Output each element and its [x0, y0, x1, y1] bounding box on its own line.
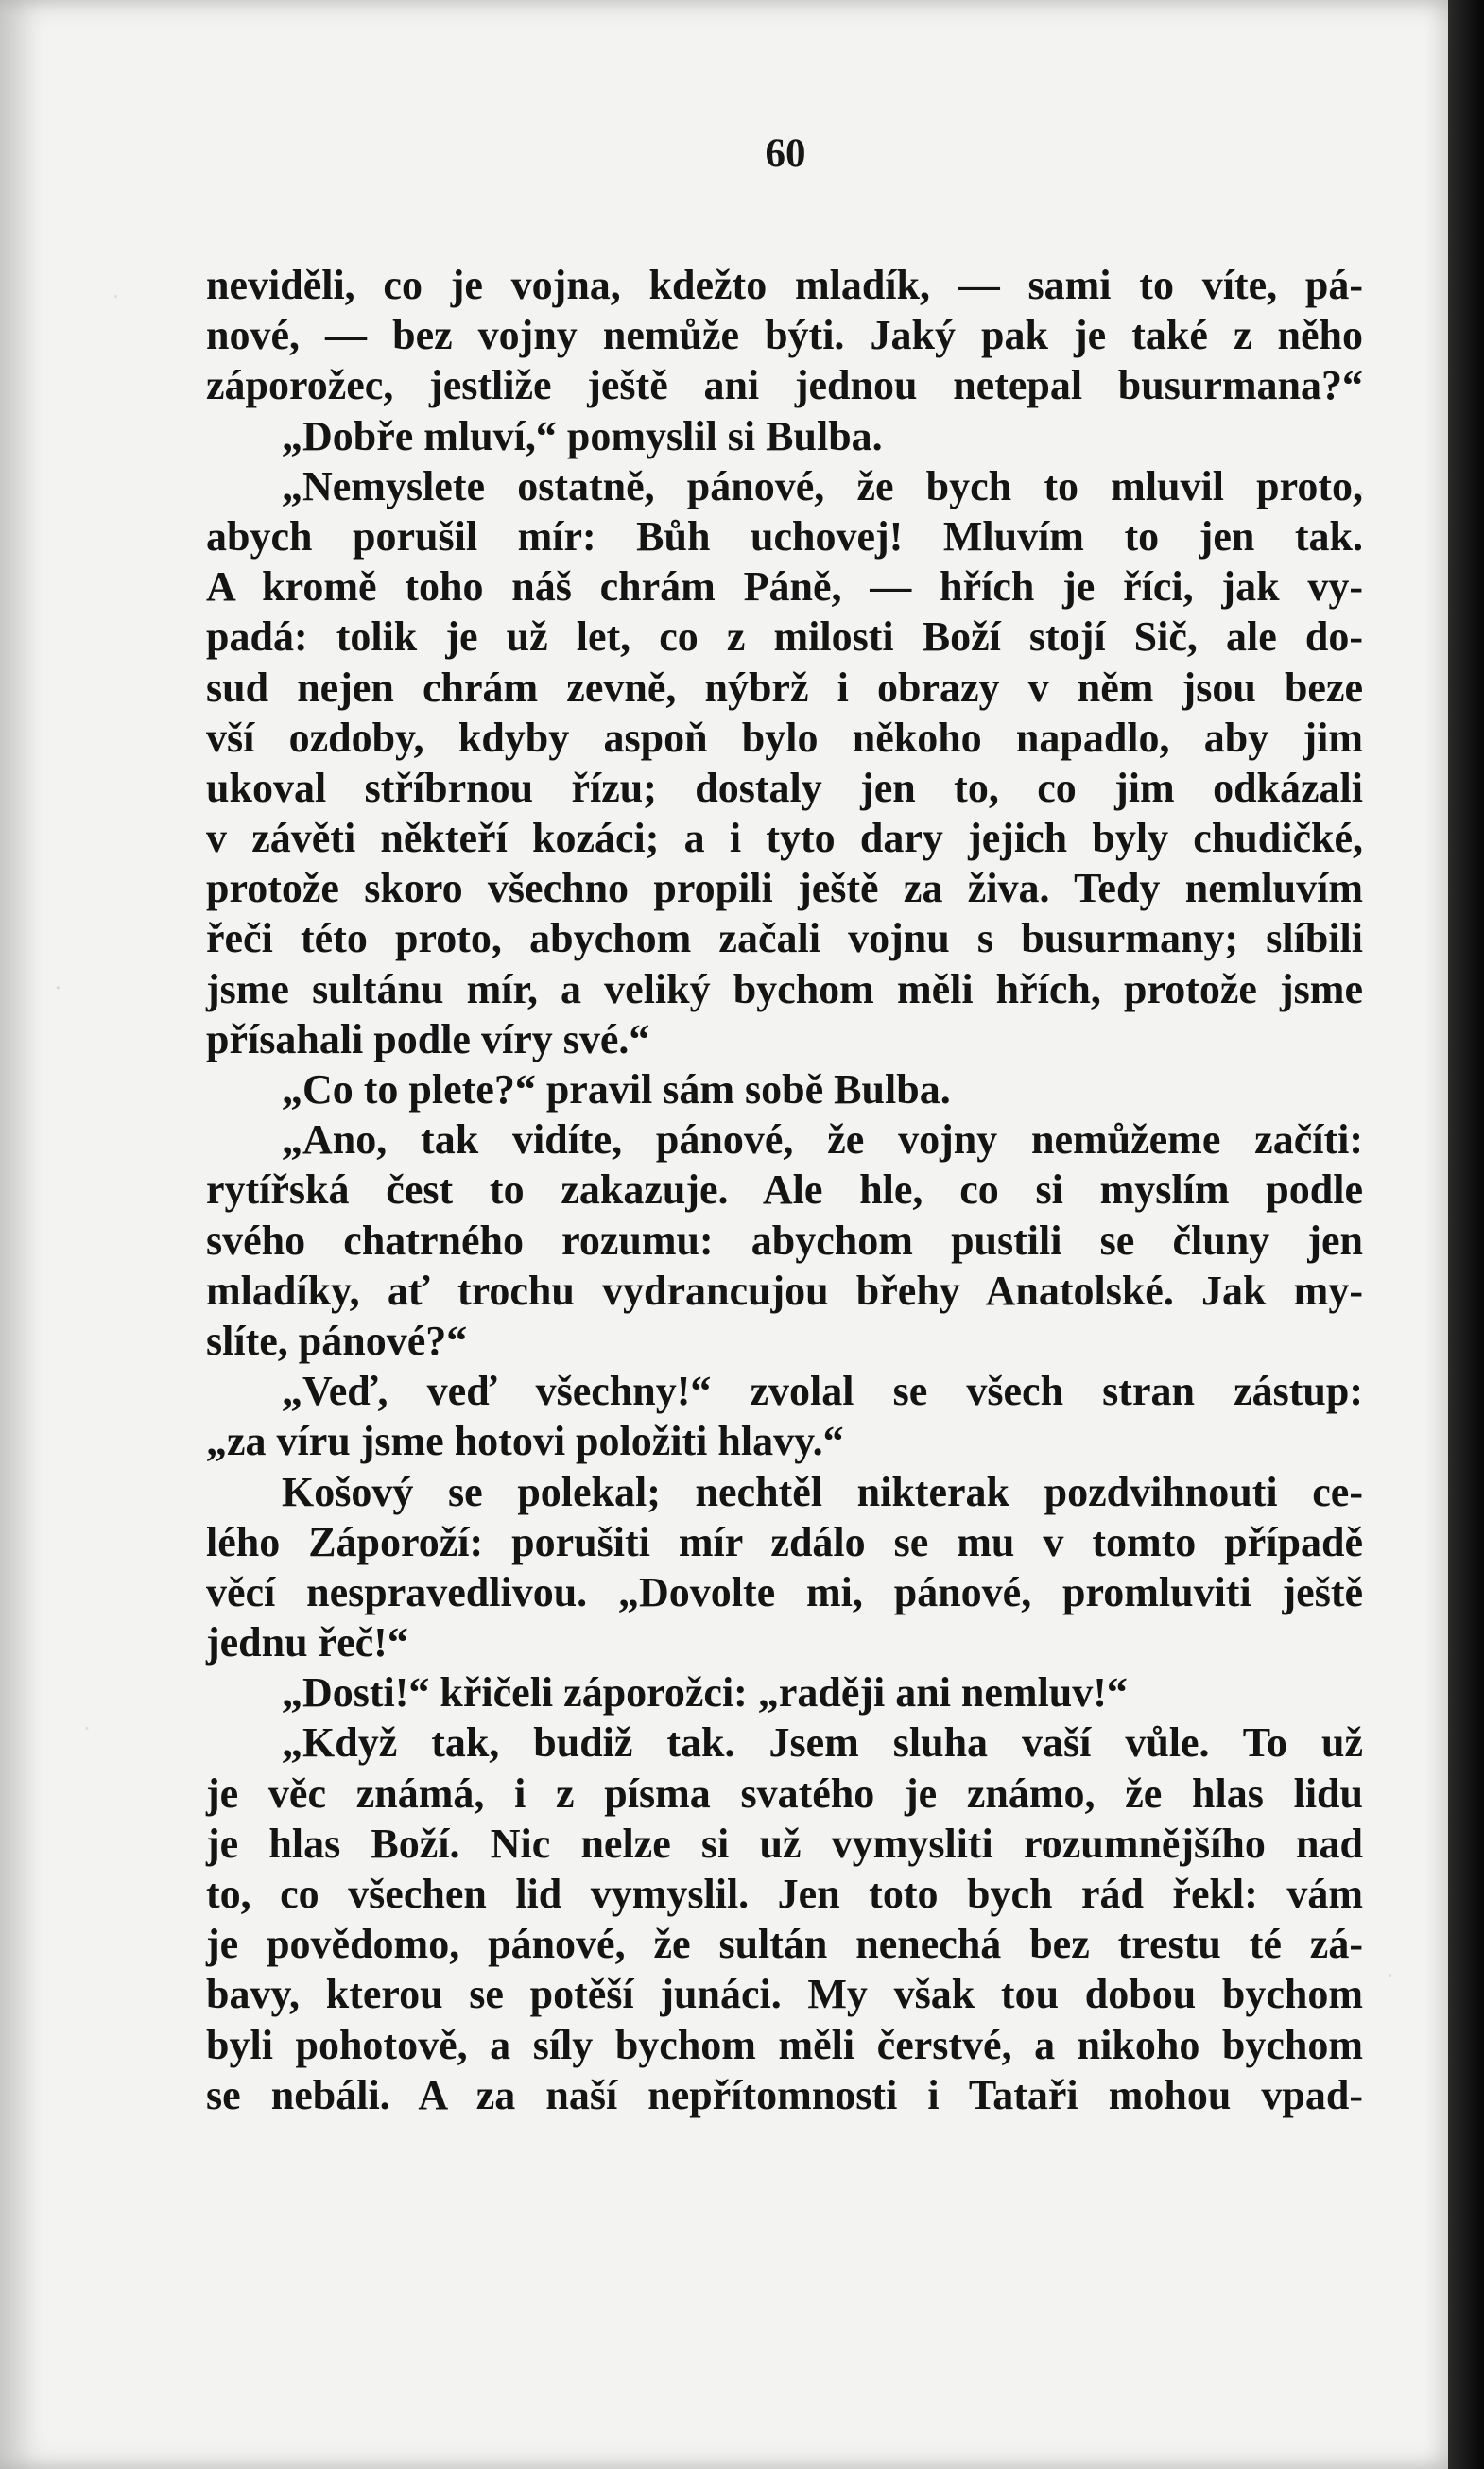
- text-line: A kromě toho náš chrám Páně, — hřích je říci, jak vy-: [206, 563, 1363, 611]
- text-line: rytířská čest to zakazuje. Ale hle, co si myslím podle: [206, 1166, 1363, 1214]
- text-line: abych porušil mír: Bůh uchovej! Mluvím to jen tak.: [206, 512, 1363, 560]
- text-line: „Nemyslete ostatně, pánové, že bych to mluvil proto,: [282, 462, 1363, 509]
- text-line: je věc známá, i z písma svatého je známo, že hlas lidu: [206, 1770, 1363, 1817]
- text-line: se nebáli. A za naší nepřítomnosti i Tataři mohou vpad-: [206, 2071, 1363, 2118]
- text-line: svého chatrného rozumu: abychom pustili se čluny jen: [206, 1217, 1363, 1264]
- text-line: jsme sultánu mír, a veliký bychom měli hřích, protože jsme: [206, 965, 1363, 1012]
- page-number: 60: [765, 131, 806, 176]
- text-line: to, co všechen lid vymyslil. Jen toto bych rád řekl: vám: [206, 1871, 1363, 1917]
- text-line: nové, — bez vojny nemůže býti. Jaký pak je také z něho: [206, 312, 1363, 359]
- text-line: Košový se polekal; nechtěl nikterak pozdvihnouti ce-: [282, 1468, 1363, 1515]
- text-line: protože skoro všechno propili ještě za živa. Tedy nemluvím: [206, 865, 1363, 912]
- text-line: „Veď, veď všechny!“ zvolal se všech stran zástup:: [282, 1368, 1363, 1415]
- text-line: přísahali podle víry své.“: [206, 1015, 650, 1062]
- text-line: „Ano, tak vidíte, pánové, že vojny nemůžeme začíti:: [282, 1116, 1363, 1164]
- text-line: „za víru jsme hotovi položiti hlavy.“: [206, 1418, 844, 1465]
- text-line: neviděli, co je vojna, kdežto mladík, — sami to víte, pá-: [206, 262, 1363, 308]
- text-line: bavy, kterou se potěší junáci. My však tou dobou bychom: [206, 1971, 1363, 2018]
- text-line: ukoval stříbrnou řízu; dostaly jen to, co jim odkázali: [206, 764, 1363, 811]
- text-line: lého Záporoží: porušiti mír zdálo se mu v tomto případě: [206, 1518, 1363, 1565]
- text-line: slíte, pánové?“: [206, 1317, 468, 1364]
- text-line: je hlas Boží. Nic nelze si už vymysliti rozumnějšího nad: [206, 1820, 1363, 1867]
- text-line: je povědomo, pánové, že sultán nenechá bez trestu té zá-: [206, 1921, 1363, 1968]
- page-edge-shadow: [1448, 0, 1484, 2469]
- text-line: „Dosti!“ křičeli záporožci: „raději ani nemluv!“: [282, 1669, 1128, 1717]
- text-line: padá: tolik je už let, co z milosti Boží stojí Sič, ale do-: [206, 613, 1363, 661]
- text-line: záporožec, jestliže ještě ani jednou netepal busurmana?“: [206, 362, 1363, 409]
- text-line: „Dobře mluví,“ pomyslil si Bulba.: [282, 412, 883, 459]
- text-line: byli pohotově, a síly bychom měli čerstvé, a nikoho bychom: [206, 2021, 1363, 2068]
- text-line: věcí nespravedlivou. „Dovolte mi, pánové, promluviti ještě: [206, 1568, 1363, 1615]
- text-line: jednu řeč!“: [206, 1619, 408, 1666]
- text-line: v závěti někteří kozáci; a i tyto dary jejich byly chudičké,: [206, 815, 1363, 862]
- text-line: sud nejen chrám zevně, nýbrž i obrazy v něm jsou beze: [206, 664, 1363, 711]
- text-line: vší ozdoby, kdyby aspoň bylo někoho napadlo, aby jim: [206, 714, 1363, 761]
- text-line: řeči této proto, abychom začali vojnu s busurmany; slíbili: [206, 915, 1363, 962]
- text-line: mladíky, ať trochu vydrancujou břehy Anatolské. Jak my-: [206, 1267, 1363, 1314]
- text-line: „Co to plete?“ pravil sám sobě Bulba.: [282, 1066, 951, 1113]
- page-text: [206, 260, 1363, 2120]
- text-line: „Když tak, budiž tak. Jsem sluha vaší vůle. To už: [282, 1719, 1363, 1767]
